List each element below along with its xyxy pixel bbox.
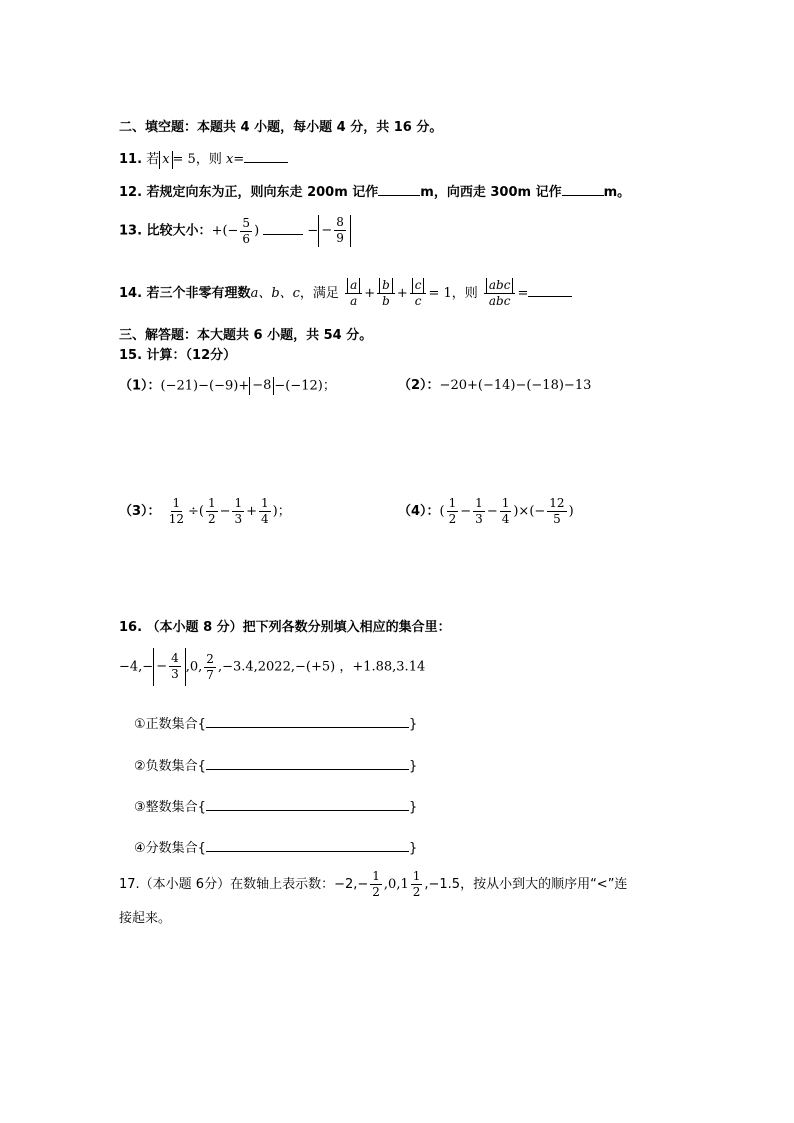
q15-p4-frac-1: $\frac{1}{2}$	[448, 496, 457, 526]
q14-abs-a: a	[347, 278, 360, 293]
q15-p3-frac-1: $\frac{1}{12}$	[168, 496, 184, 526]
set-fraction-close: }	[408, 841, 418, 856]
set-integer-label: ③整数集合{	[134, 800, 206, 815]
set-positive	[134, 713, 417, 732]
q11-post: =	[233, 152, 245, 167]
q15-p3-end: )；	[272, 504, 291, 519]
q13-plus-open: +(−	[211, 223, 239, 239]
q16-nums-c: ,−3.4,2022,−(+5) ，+1.88,3.14	[217, 659, 426, 675]
q16-numbers	[119, 648, 425, 687]
set-fraction-label: ④分数集合{	[134, 841, 206, 856]
q14-abs-abc: abc	[486, 278, 514, 293]
q12-blank-2[interactable]	[562, 183, 604, 196]
set-positive-label: ①正数集合{	[134, 717, 206, 732]
q11-var: x	[225, 152, 234, 167]
q15-p2-expr: −20+(−14)−(−18)−13	[439, 378, 592, 393]
set-integer-close: }	[408, 800, 418, 815]
q15-p3-frac-2: $\frac{1}{2}$	[207, 496, 216, 526]
q14-den-b: b	[382, 294, 390, 308]
q17-line-2: 接起来。	[119, 911, 172, 926]
q17-frac-1: $\frac{1}{2}$	[372, 869, 380, 899]
q15-p1-label: （1）：	[119, 378, 161, 394]
set-negative-blank[interactable]	[206, 755, 409, 770]
q16-abs-minus: −	[156, 659, 168, 674]
q13-f1-num: 5	[242, 215, 251, 230]
q13-close: )	[254, 223, 260, 239]
q14-answer-blank[interactable]	[528, 284, 572, 297]
q14-frac-c	[410, 278, 427, 309]
question-13	[119, 215, 351, 248]
q15-p4-op2: −	[486, 504, 498, 519]
q14-frac-b	[377, 278, 395, 309]
q17-post: ,−1.5，按从小到大的顺序用“<”连	[424, 877, 628, 892]
set-positive-close: }	[408, 717, 418, 732]
section-3-heading: 三、解答题：本大题共 6 小题，共 54 分。	[119, 328, 373, 343]
q16-nums-a: −4,−	[119, 659, 154, 675]
question-14	[119, 276, 572, 312]
q14-eq2: =	[517, 286, 529, 301]
q15-p1-expr-a: (−21)−(−9)+	[160, 378, 250, 394]
q15-title: 15. 计算：（12分）	[119, 348, 237, 363]
q15-p4-op3: )×(−	[513, 504, 546, 519]
q13-abs	[318, 215, 351, 247]
q16-nums-b: ,0,	[185, 659, 203, 675]
q15-p3-op1: ÷(	[187, 504, 204, 519]
set-negative	[134, 755, 417, 774]
q15-part-1	[119, 377, 336, 396]
set-negative-close: }	[408, 759, 418, 774]
q15-part-2	[398, 377, 591, 395]
q15-p1-abs: −8	[249, 377, 274, 395]
set-integer	[134, 796, 417, 815]
q15-p4-frac-2: $\frac{1}{3}$	[475, 496, 483, 526]
q14-abs-b: b	[379, 278, 393, 293]
q14-abs-c: c	[412, 278, 425, 293]
q17-mid: ,0,1	[383, 877, 409, 892]
q15-p4-op1: −	[460, 504, 472, 519]
q11-number: 11.	[119, 152, 143, 167]
q11-pre: 若	[146, 152, 160, 167]
set-fraction	[134, 837, 417, 856]
q15-p3-label: （3）：	[119, 504, 161, 519]
q14-den-c: c	[414, 294, 422, 308]
q14-vars: a、b、c	[250, 286, 300, 301]
q11-answer-blank[interactable]	[244, 150, 288, 163]
q15-p3-op2: −	[219, 504, 231, 519]
q13-minus: −	[307, 223, 319, 239]
q15-p3-frac-4: $\frac{1}{4}$	[261, 496, 269, 526]
question-11	[119, 150, 288, 169]
q15-p1-expr-b: −(−12)；	[274, 378, 336, 394]
q14-frac-a	[345, 278, 362, 309]
q15-p3-frac-3: $\frac{1}{3}$	[234, 496, 243, 526]
question-12	[119, 183, 630, 202]
set-integer-blank[interactable]	[206, 796, 409, 811]
set-fraction-blank[interactable]	[206, 837, 409, 852]
q14-den-a: a	[350, 294, 358, 308]
q14-eq1: = 1，则	[428, 286, 478, 301]
q16-abs	[153, 648, 186, 686]
q13-label: 13. 比较大小：	[119, 223, 212, 239]
q14-plus-2: +	[396, 286, 408, 301]
q13-f1-den: 6	[242, 231, 251, 246]
q13-fraction-1	[240, 216, 252, 247]
section-2-heading: 二、填空题：本题共 4 小题，每小题 4 分，共 16 分。	[119, 120, 443, 135]
q15-p4-end: )	[568, 504, 574, 519]
q15-p4-frac-4: $\frac{12}{5}$	[549, 496, 565, 526]
q13-fraction-2	[334, 215, 346, 246]
q13-f2-num: 8	[336, 215, 344, 229]
q17-pre: 17.（本小题 6分）在数轴上表示数：−2,−	[119, 877, 369, 892]
q14-label: 14. 若三个非零有理数	[119, 286, 251, 301]
set-positive-blank[interactable]	[206, 713, 409, 728]
q15-p3-op3: +	[246, 504, 258, 519]
q15-p4-label: （4）：	[398, 504, 440, 519]
q15-p4-open: (	[439, 504, 445, 519]
q13-inner-minus: −	[321, 223, 333, 238]
q16-frac-2: $\frac{2}{7}$	[206, 651, 214, 682]
q15-part-4	[398, 493, 574, 531]
q12-blank-1[interactable]	[378, 183, 420, 196]
q17-frac-2: $\frac{1}{2}$	[412, 869, 421, 899]
q15-part-3	[119, 493, 291, 531]
question-17	[119, 866, 627, 904]
q15-p2-label: （2）：	[398, 378, 440, 393]
q14-plus-1: +	[364, 286, 376, 301]
set-negative-label: ②负数集合{	[134, 759, 206, 774]
q11-abs-x: x	[159, 151, 172, 169]
q13-f2-den: 9	[336, 231, 344, 245]
q13-compare-blank[interactable]	[263, 222, 303, 235]
q12-text: 12. 若规定向东为正，则向东走 200m 记作	[119, 185, 379, 200]
q14-den-abc: abc	[488, 294, 511, 308]
q14-frac-abc	[484, 278, 516, 309]
q16-frac-1: $\frac{4}{3}$	[171, 651, 179, 681]
q16-title: 16. （本小题 8 分）把下列各数分别填入相应的集合里：	[119, 620, 451, 635]
q12-unit-2: m。	[603, 185, 631, 200]
q12-unit-1: m，向西走 300m 记作	[420, 185, 562, 200]
q14-cond: ，满足	[299, 286, 339, 301]
q15-p4-frac-3: $\frac{1}{4}$	[501, 496, 510, 526]
q11-eq: = 5，则	[172, 152, 222, 167]
